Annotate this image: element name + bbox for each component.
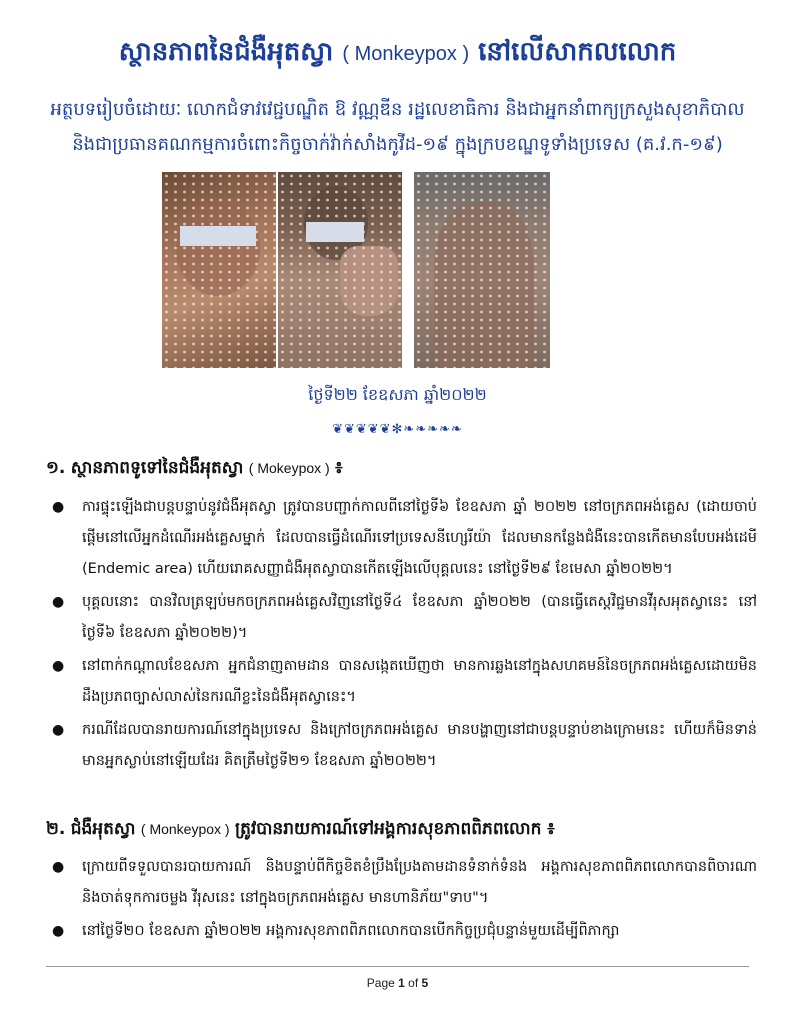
- section-2-latin: ( Monkeypox ): [140, 821, 230, 837]
- author-subtitle: [40, 92, 755, 162]
- section-2-number: ២.: [46, 819, 66, 839]
- photo-child-face: [162, 172, 276, 368]
- title-khmer-part1: ស្ថានភាពនៃជំងឺអុតស្វា: [118, 37, 334, 67]
- list-item: ● បុគ្គលនោះ បានវិលត្រឡប់មកចក្រភពអង់គ្លេសវិញនៅថ្ងៃទី៤ ខែឧសភា ឆ្នាំ២០២២ (បានធ្វើតេស្តវិជ្ជមានវីរុសអុតស្វានេះ នៅថ្ងៃទី៦ ខែឧសភា ឆ្នាំ២០២២)។: [48, 587, 757, 649]
- bullet-dot-icon: ●: [52, 594, 65, 610]
- section-2-title-part2: ត្រូវបានរាយការណ៍ទៅអង្គការសុខភាពពិភពលោក ៖: [235, 819, 555, 839]
- bullet-dot-icon: ●: [52, 499, 65, 515]
- bullet-dot-icon: ●: [52, 923, 65, 939]
- privacy-eye-bar: [180, 226, 256, 246]
- title-khmer-part2: នៅលើសាកលលោក: [478, 37, 677, 67]
- section-1-list: [48, 492, 757, 779]
- privacy-eye-bar: [306, 222, 364, 242]
- section-1-title: ស្ថានភាពទូទៅនៃជំងឺអុតស្វា: [70, 458, 244, 478]
- list-item: ● ក្រោយពីទទួលបានរបាយការណ៍ និងបន្ទាប់ពីកិច្ចខិតខំប្រឹងប្រែងតាមដានទំនាក់ទំនង អង្គការសុខភាពពិភពលោកបានពិចារណា និងចាត់ទុកការចម្លង វីរុសនេះ នៅក្នុងចក្រភពអង់គ្លេស មានហានិភ័យ"ទាប"។: [48, 852, 757, 914]
- section-1-latin: ( Mokeypox ): [248, 460, 330, 476]
- subtitle-line-2: និងជាប្រធានគណកម្មការចំពោះកិច្ចចាក់វ៉ាក់សាំងកូវីដ-១៩ ក្នុងក្របខណ្ឌទូទាំងប្រទេស (គ.វ.ក-១៩): [72, 134, 723, 155]
- photo-back-lesions: [414, 172, 550, 368]
- section-1-number: ១.: [46, 458, 66, 478]
- list-item: ● ករណីដែលបានរាយការណ៍នៅក្នុងប្រទេស និងក្រៅចក្រភពអង់គ្លេស មានបង្ហាញនៅជាបន្តបន្ទាប់ខាងក្រោមនេះ ហើយក៏មិនទាន់មានអ្នកស្លាប់នៅឡើយដែរ គិតត្រឹមថ្ងៃទី២១ ខែឧសភា ឆ្នាំ២០២២។: [48, 715, 757, 777]
- footer-rule: [46, 966, 749, 967]
- photo-child-hand: [278, 172, 402, 368]
- page-title: [0, 34, 795, 72]
- publish-date: ថ្ងៃទី២២ ខែឧសភា ឆ្នាំ២០២២: [308, 385, 487, 404]
- section-2-title-part1: ជំងឺអុតស្វា: [70, 819, 136, 839]
- title-latin: ( Monkeypox ): [342, 43, 470, 65]
- ornament-divider: ❦❦❦❦❦✻❧❧❧❧❧: [332, 422, 463, 437]
- subtitle-line-1: អត្ថបទរៀបចំដោយៈ លោកជំទាវវេជ្ជបណ្ឌិត ឱ វណ្ណឌីន រដ្ឋលេខាធិការ និងជាអ្នកនាំពាក្យក្រសួងសុខាភិបាល: [50, 99, 745, 120]
- list-item: ● នៅថ្ងៃទី២០ ខែឧសភា ឆ្នាំ២០២២ អង្គការសុខភាពពិភពលោកបានបើកកិច្ចប្រជុំបន្ទាន់មួយដើម្បីពិភាក្សា: [48, 916, 757, 947]
- section-1-colon: ៖: [335, 458, 343, 478]
- bullet-dot-icon: ●: [52, 859, 65, 875]
- patient-photos: [162, 172, 550, 372]
- section-1-heading: [46, 453, 765, 483]
- bullet-dot-icon: ●: [52, 658, 65, 674]
- section-2-list: [48, 852, 757, 949]
- bullet-dot-icon: ●: [52, 722, 65, 738]
- list-item: ● នៅពាក់កណ្តាលខែឧសភា អ្នកជំនាញតាមដាន បានសង្កេតឃើញថា មានការឆ្លងនៅក្នុងសហគមន៍នៃចក្រភពអង់គ្លេសដោយមិនដឹងប្រភពច្បាស់លាស់នៃករណីខ្លះនៃជំងឺអុតស្វានេះ។: [48, 651, 757, 713]
- page-indicator: Page 1 of 5: [366, 976, 429, 990]
- section-2-heading: [46, 814, 765, 844]
- list-item: ● ការផ្ទុះឡើងជាបន្តបន្ទាប់នូវជំងឺអុតស្វា ត្រូវបានបញ្ជាក់កាលពីនៅថ្ងៃទី៦ ខែឧសភា ឆ្នាំ ២០២២ នៅចក្រភពអង់គ្លេស (ដោយចាប់ផ្តើមនៅលើអ្នកដំណើរអង់គ្លេសម្នាក់ ដែលបានធ្វើដំណើរទៅប្រទេសនីហ្សេរីយ៉ា ដែលមានកន្លែងជំងឺនេះបានកើតមានបែបអង់ដេមី (Endemic area) ហើយរោគសញ្ញាជំងឺអុតស្វាបានកើតឡើងលើបុគ្គលនេះ នៅថ្ងៃទី២៩ ខែមេសា ឆ្នាំ២០២២។: [48, 492, 757, 585]
